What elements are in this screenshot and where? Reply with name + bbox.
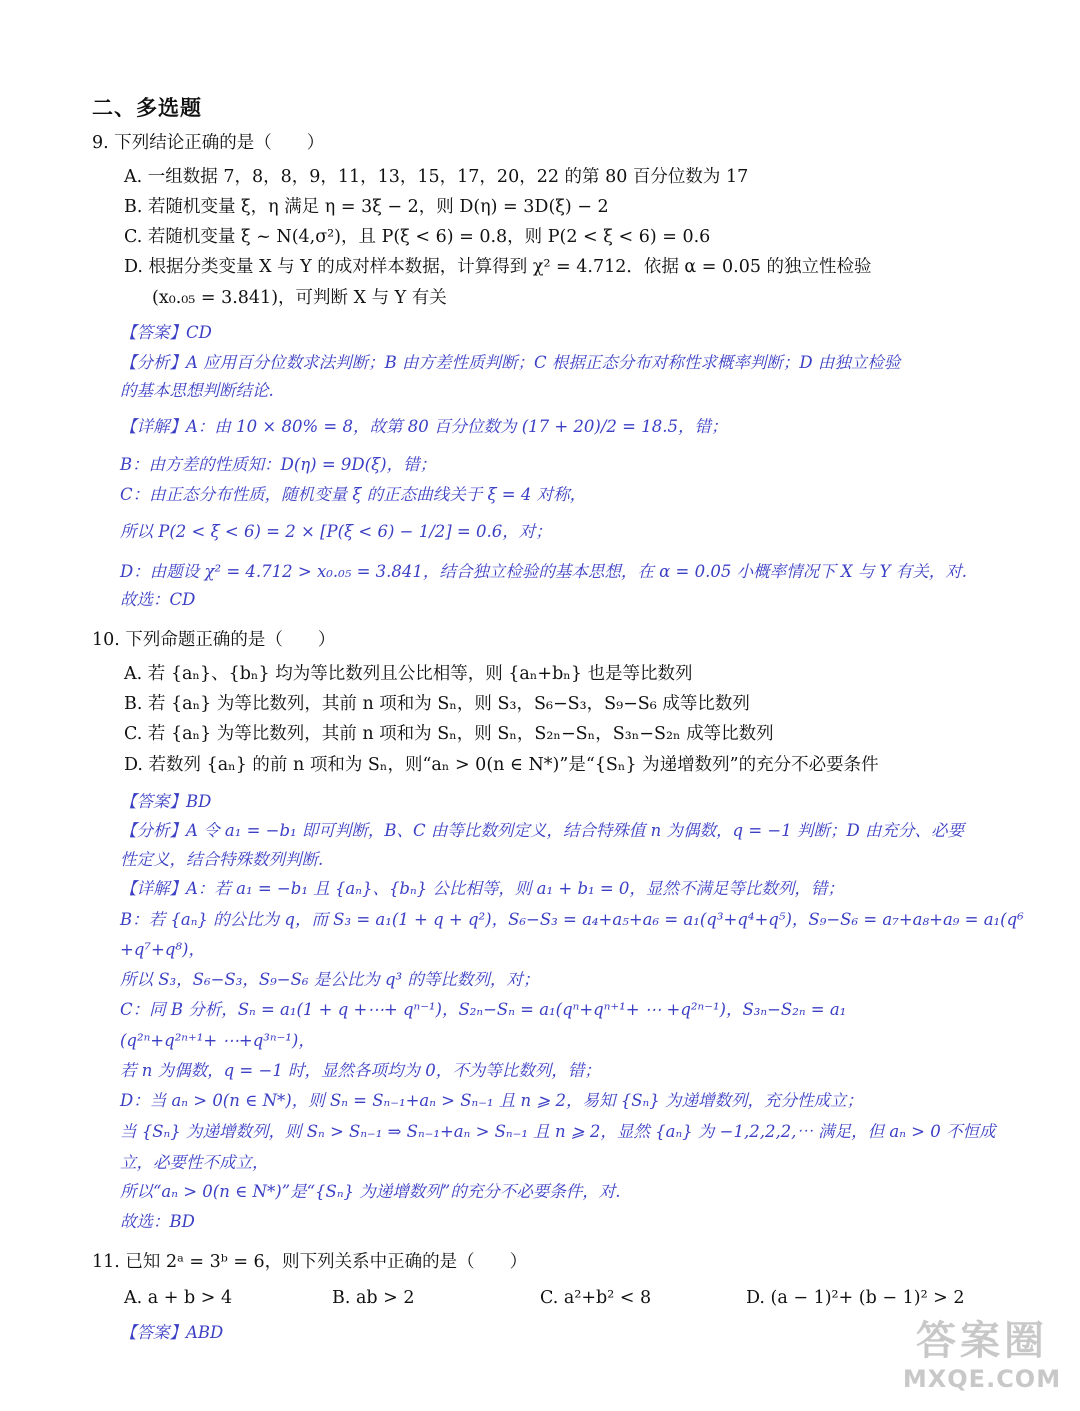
q11-option-a: A. a + b > 4: [124, 1288, 233, 1308]
q10-analysis-cont: 性定义，结合特殊数列判断.: [120, 850, 324, 869]
q9-answer: 【答案】CD: [120, 323, 212, 342]
q10-option-b: B. 若 {aₙ} 为等比数列，其前 n 项和为 Sₙ，则 S₃，S₆−S₃，S₉−S₆ 成等比数列: [124, 694, 750, 714]
q10-detail-d3: 所以“aₙ > 0(n ∈ N*)”是“{Sₙ} 为递增数列”的充分不必要条件，对.: [120, 1182, 621, 1201]
q9-detail-c2: 所以 P(2 < ξ < 6) = 2 × [P(ξ < 6) − 1/2] = 0.6，对；: [120, 522, 552, 541]
q11-option-c: C. a²+b² < 8: [540, 1288, 652, 1308]
q10-detail-b-cont: +q⁷+q⁸)，: [120, 940, 205, 959]
q9-analysis: 【分析】A 应用百分位数求法判断；B 由方差性质判断；C 根据正态分布对称性求概率判断；D 由独立检验: [120, 353, 901, 372]
q10-detail-b2: 所以 S₃，S₆−S₃，S₉−S₆ 是公比为 q³ 的等比数列，对；: [120, 970, 540, 989]
watermark-logo: [898, 1318, 1066, 1400]
q9-choice: 故选：CD: [120, 590, 196, 609]
watermark-bottom-text: MXQE.COM: [902, 1365, 1062, 1393]
q9-option-d: D. 根据分类变量 X 与 Y 的成对样本数据，计算得到 χ² = 4.712．依据 α = 0.05 的独立性检验: [124, 257, 872, 277]
q10-detail-d: D：当 aₙ > 0(n ∈ N*)，则 Sₙ = Sₙ₋₁+aₙ > Sₙ₋₁ 且 n ⩾ 2，易知 {Sₙ} 为递增数列，充分性成立；: [120, 1091, 863, 1110]
q10-detail-c-cont: (q²ⁿ+q²ⁿ⁺¹+ ⋯+q³ⁿ⁻¹)，: [120, 1031, 315, 1050]
q10-detail-d2-cont: 立，必要性不成立，: [120, 1153, 269, 1172]
q9-option-a: A. 一组数据 7，8，8，9，11，13，15，17，20，22 的第 80 百分位数为 17: [124, 167, 749, 187]
q9-detail-a: 【详解】A：由 10 × 80% = 8，故第 80 百分位数为 (17 + 20)/2 = 18.5，错；: [120, 417, 728, 436]
watermark-top-text: 答案圈: [916, 1318, 1048, 1364]
q10-option-c: C. 若 {aₙ} 为等比数列，其前 n 项和为 Sₙ，则 Sₙ，S₂ₙ−Sₙ，S₃ₙ−S₂ₙ 成等比数列: [124, 724, 774, 744]
q9-detail-c: C：由正态分布性质，随机变量 ξ 的正态曲线关于 ξ = 4 对称，: [120, 485, 587, 504]
q9-option-b: B. 若随机变量 ξ，η 满足 η = 3ξ − 2，则 D(η) = 3D(ξ) − 2: [124, 197, 609, 217]
q10-detail-b: B：若 {aₙ} 的公比为 q，而 S₃ = a₁(1 + q + q²)，S₆−S₃ = a₄+a₅+a₆ = a₁(q³+q⁴+q⁵)，S₉−S₆ = a₇+a₈+a₉ = a₁(q⁶: [120, 910, 1024, 929]
q10-detail-c: C：同 B 分析，Sₙ = a₁(1 + q +⋯+ qⁿ⁻¹)，S₂ₙ−Sₙ = a₁(qⁿ+qⁿ⁺¹+ ⋯ +q²ⁿ⁻¹)，S₃ₙ−S₂ₙ = a₁: [120, 1000, 847, 1019]
q9-analysis-cont: 的基本思想判断结论.: [120, 381, 274, 400]
q11-stem: 11. 已知 2ᵃ = 3ᵇ = 6，则下列关系中正确的是（ ）: [92, 1252, 528, 1272]
q9-stem: 9. 下列结论正确的是（ ）: [92, 133, 325, 153]
q9-option-c: C. 若随机变量 ξ ~ N(4,σ²)，且 P(ξ < 6) = 0.8，则 P(2 < ξ < 6) = 0.6: [124, 227, 711, 247]
section-title: 二、多选题: [92, 96, 202, 120]
q10-option-d: D. 若数列 {aₙ} 的前 n 项和为 Sₙ，则“aₙ > 0(n ∈ N*)”是“{Sₙ} 为递增数列”的充分不必要条件: [124, 755, 879, 775]
q10-option-a: A. 若 {aₙ}、{bₙ} 均为等比数列且公比相等，则 {aₙ+bₙ} 也是等比数列: [124, 664, 693, 684]
q11-answer: 【答案】ABD: [120, 1323, 224, 1342]
q10-detail-c2: 若 n 为偶数，q = −1 时，显然各项均为 0，不为等比数列，错；: [120, 1061, 601, 1080]
q10-answer: 【答案】BD: [120, 792, 212, 811]
q11-option-b: B. ab > 2: [332, 1288, 415, 1308]
q11-option-d: D. (a − 1)²+ (b − 1)² > 2: [746, 1288, 965, 1308]
q10-choice: 故选：BD: [120, 1212, 195, 1231]
q9-detail-b: B：由方差的性质知：D(η) = 9D(ξ)，错；: [120, 455, 437, 474]
q10-analysis: 【分析】A 令 a₁ = −b₁ 即可判断，B、C 由等比数列定义，结合特殊值 n 为偶数，q = −1 判断；D 由充分、必要: [120, 821, 964, 840]
q10-detail-a: 【详解】A：若 a₁ = −b₁ 且 {aₙ}、{bₙ} 公比相等，则 a₁ + b₁ = 0，显然不满足等比数列，错；: [120, 879, 844, 898]
q10-detail-d2: 当 {Sₙ} 为递增数列，则 Sₙ > Sₙ₋₁ ⇒ Sₙ₋₁+aₙ > Sₙ₋₁ 且 n ⩾ 2，显然 {aₙ} 为 −1,2,2,2,⋯ 满足，但 aₙ > 0 不恒成: [120, 1122, 996, 1141]
q10-stem: 10. 下列命题正确的是（ ）: [92, 630, 336, 650]
q9-detail-d: D：由题设 χ² = 4.712 > x₀.₀₅ = 3.841，结合独立检验的基本思想，在 α = 0.05 小概率情况下 X 与 Y 有关，对.: [120, 562, 967, 581]
q9-option-d-cont: (x₀.₀₅ = 3.841)，可判断 X 与 Y 有关: [152, 288, 447, 308]
